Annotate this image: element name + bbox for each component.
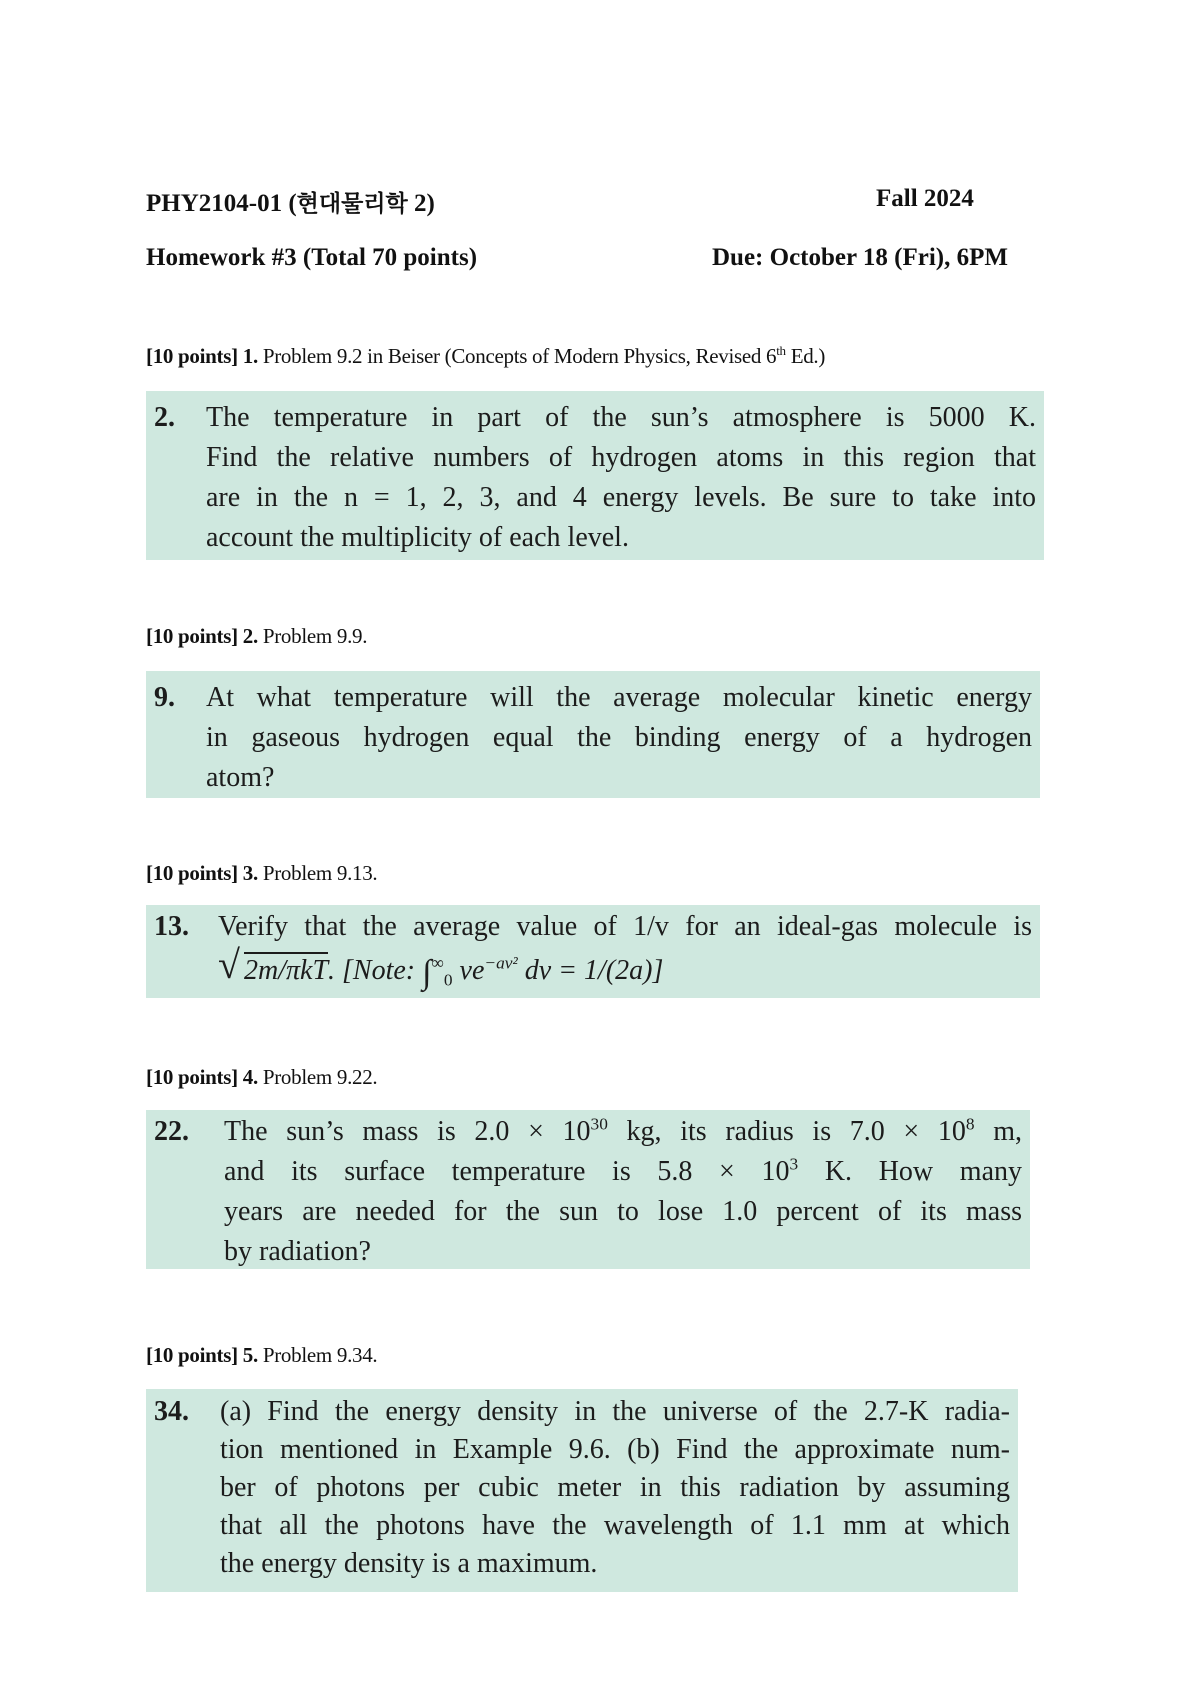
excerpt-line: Find the relative numbers of hydrogen atoms in this region that bbox=[206, 442, 1036, 473]
due-date: Due: October 18 (Fri), 6PM bbox=[712, 244, 1008, 271]
problem-number: 2. bbox=[242, 624, 258, 648]
problem-number: 5. bbox=[242, 1343, 258, 1367]
problem-number: 3. bbox=[242, 861, 258, 885]
problem-3-heading: [10 points] 3. Problem 9.13. bbox=[146, 861, 378, 885]
excerpt-line: The sun’s mass is $2.0 \times 10^{30}$ kg, its radius is $7.0 \times 10^8$ m, bbox=[224, 1114, 1022, 1147]
problem-4-excerpt bbox=[146, 1110, 1030, 1269]
excerpt-line: years are needed for the sun to lose 1.0 percent of its mass bbox=[224, 1196, 1022, 1227]
excerpt-number: 9. bbox=[154, 682, 175, 713]
excerpt-line: that all the photons have the wavelength of 1.1 mm at which bbox=[220, 1510, 1010, 1541]
excerpt-formula: √ 2m/πkT. [Note: $\int^\infty_0$ $ve^{-av^2}$ dv = 1/(2a)] bbox=[218, 951, 1032, 993]
problem-number: 4. bbox=[242, 1065, 258, 1089]
problem-2-excerpt bbox=[146, 671, 1040, 798]
excerpt-line: (a) Find the energy density in the universe of the 2.7-K radia- bbox=[220, 1396, 1010, 1427]
points-label: [10 points] bbox=[146, 344, 238, 368]
term: Fall 2024 bbox=[876, 185, 974, 212]
excerpt-line: tion mentioned in Example 9.6. (b) Find the approximate num- bbox=[220, 1434, 1010, 1465]
course-title: PHY2104-01 (현대물리학 2) bbox=[146, 190, 435, 217]
excerpt-line: At what temperature will the average molecular kinetic energy bbox=[206, 682, 1032, 713]
excerpt-line: The temperature in part of the sun’s atmosphere is 5000 K. bbox=[206, 402, 1036, 433]
integral-sign: ∫ bbox=[422, 954, 432, 991]
problem-1-heading: [10 points] 1. Problem 9.2 in Beiser (Concepts of Modern Physics, Revised 6th Ed.) bbox=[146, 343, 826, 368]
homework-title: Homework #3 (Total 70 points) bbox=[146, 244, 478, 271]
excerpt-number: 2. bbox=[154, 402, 175, 433]
excerpt-line: and its surface temperature is $5.8 \times 10^3$ K. How many bbox=[224, 1154, 1022, 1187]
excerpt-line: the energy density is a maximum. bbox=[220, 1548, 598, 1579]
excerpt-line: account the multiplicity of each level. bbox=[206, 522, 629, 553]
excerpt-number: 22. bbox=[154, 1116, 189, 1147]
problem-4-heading: [10 points] 4. Problem 9.22. bbox=[146, 1065, 378, 1089]
course-name-korean: 현대물리학 bbox=[296, 191, 408, 217]
excerpt-line: by radiation? bbox=[224, 1236, 371, 1267]
excerpt-line: ber of photons per cubic meter in this radiation by assuming bbox=[220, 1472, 1010, 1503]
points-label: [10 points] bbox=[146, 624, 238, 648]
problem-2-heading: [10 points] 2. Problem 9.9. bbox=[146, 624, 368, 648]
points-label: [10 points] bbox=[146, 1065, 238, 1089]
excerpt-number: 34. bbox=[154, 1396, 189, 1427]
problem-5-heading: [10 points] 5. Problem 9.34. bbox=[146, 1343, 378, 1367]
problem-number: 1. bbox=[242, 344, 258, 368]
excerpt-line: atom? bbox=[206, 762, 275, 793]
excerpt-line: are in the n = 1, 2, 3, and 4 energy levels. Be sure to take into bbox=[206, 482, 1036, 513]
square-root: √ 2m/πkT bbox=[218, 951, 328, 991]
problem-1-excerpt bbox=[146, 391, 1044, 560]
problem-3-excerpt bbox=[146, 905, 1040, 998]
points-label: [10 points] bbox=[146, 861, 238, 885]
problem-5-excerpt bbox=[146, 1389, 1018, 1592]
points-label: [10 points] bbox=[146, 1343, 238, 1367]
excerpt-line: in gaseous hydrogen equal the binding energy of a hydrogen bbox=[206, 722, 1032, 753]
excerpt-line: Verify that the average value of 1/v for an ideal-gas molecule is bbox=[218, 911, 1032, 942]
excerpt-number: 13. bbox=[154, 911, 189, 942]
